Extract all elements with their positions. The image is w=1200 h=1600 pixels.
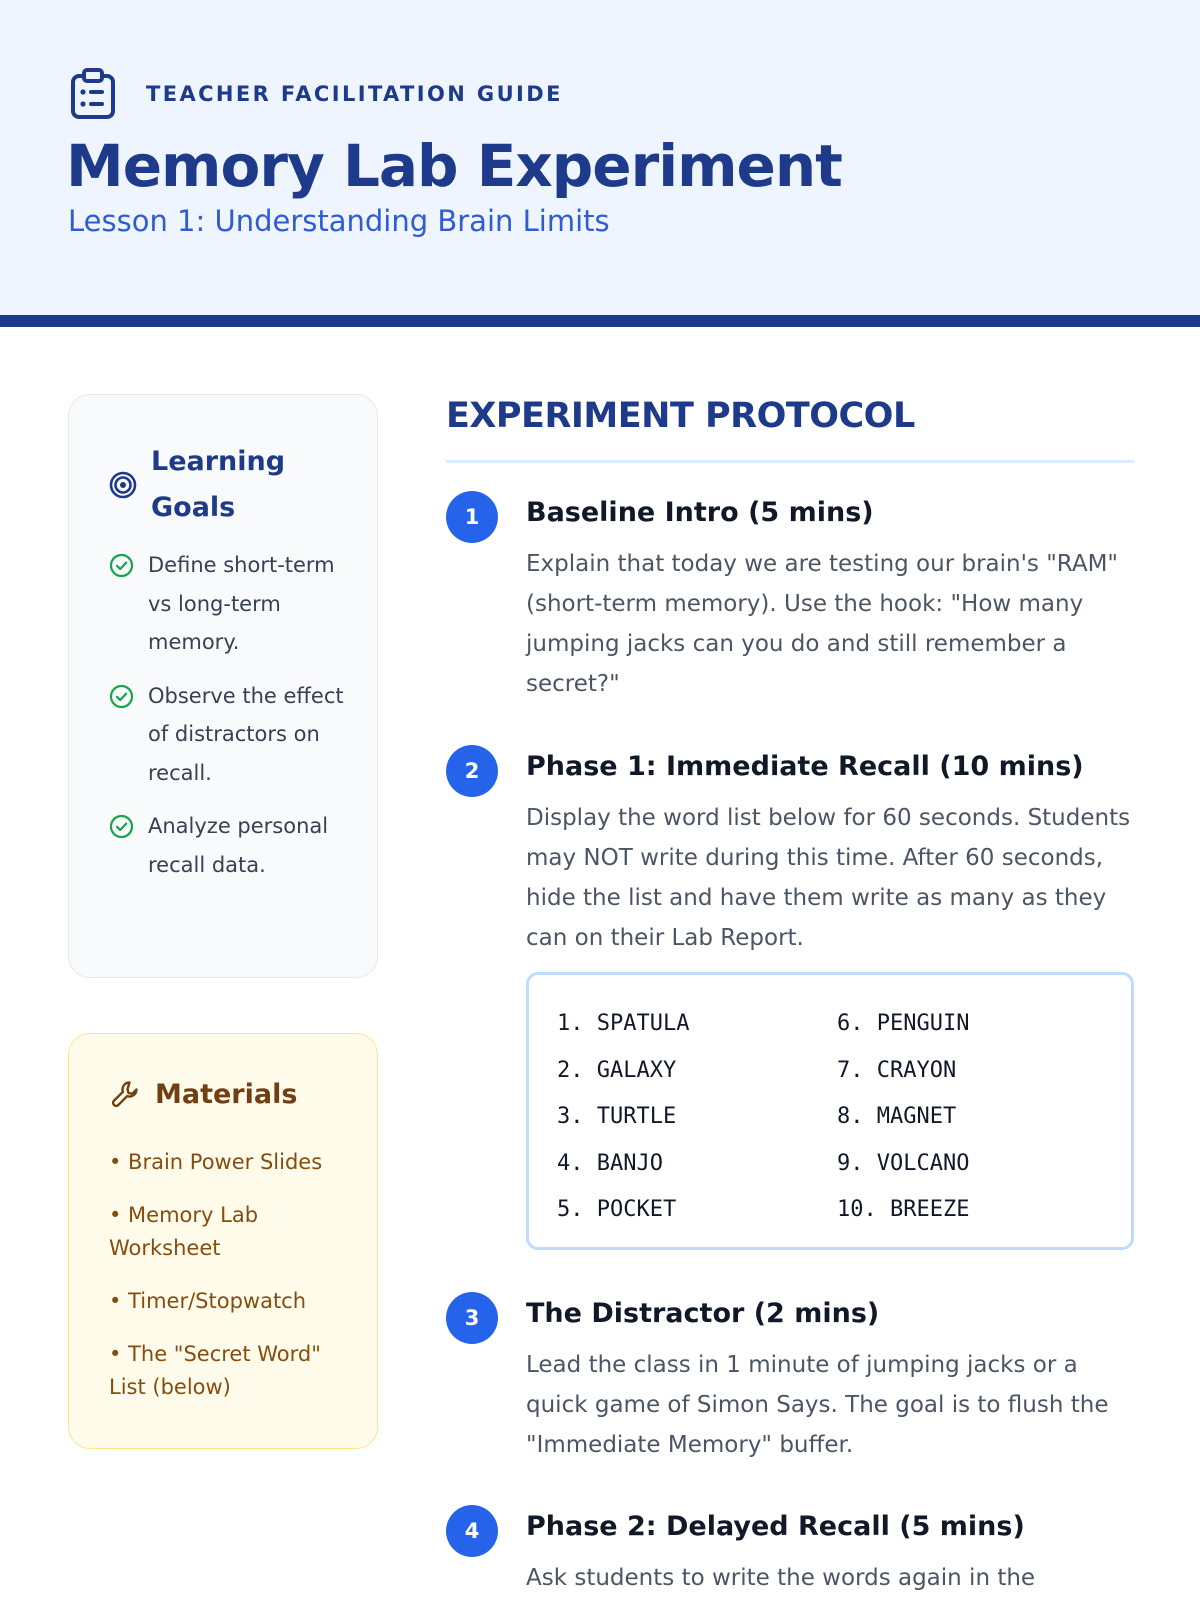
word-item: 1. SPATULA — [557, 1011, 690, 1036]
word-item: 10. BREEZE — [837, 1197, 970, 1222]
list-item: • The "Secret Word" List (below) — [109, 1342, 321, 1399]
learning-goals-header — [109, 439, 301, 531]
step-title: Phase 2: Delayed Recall (5 mins) — [526, 1511, 1025, 1542]
materials-title: Materials — [155, 1078, 298, 1110]
protocol-title: EXPERIMENT PROTOCOL — [446, 396, 915, 436]
check-circle-icon — [109, 814, 134, 839]
step-title: The Distractor (2 mins) — [526, 1298, 880, 1329]
step-title: Baseline Intro (5 mins) — [526, 497, 874, 528]
list-item — [109, 680, 359, 793]
step-title: Phase 1: Immediate Recall (10 mins) — [526, 751, 1084, 782]
learning-goals-title: Learning Goals — [151, 446, 286, 523]
list-item: • Brain Power Slides — [109, 1150, 323, 1174]
goal-text: Analyze personal recall data. — [148, 814, 329, 877]
step-number-badge: 4 — [446, 1505, 498, 1557]
word-column-right — [837, 1001, 969, 1234]
step-description: Lead the class in 1 minute of jumping jacks or a quick game of Simon Says. The goal is to flush the "Immediate Memory" buffer. — [526, 1352, 1109, 1458]
goal-text: Observe the effect of distractors on recall. — [148, 683, 344, 785]
step-description: Explain that today we are testing our brain's "RAM" (short-term memory). Use the hook: "How many jumping jacks can you do and still remember a secret?" — [526, 551, 1118, 697]
target-icon — [109, 471, 137, 499]
step-number-badge: 1 — [446, 491, 498, 543]
page-subtitle: Lesson 1: Understanding Brain Limits — [68, 204, 610, 238]
step-description: Display the word list below for 60 seconds. Students may NOT write during this time. After 60 seconds, hide the list and have them write as many as they can on their Lab Report. — [526, 805, 1131, 951]
word-item: 5. POCKET — [557, 1197, 677, 1222]
word-item: 6. PENGUIN — [837, 1011, 970, 1036]
materials-header — [109, 1078, 297, 1110]
word-item: 9. VOLCANO — [837, 1150, 970, 1176]
eyebrow — [70, 68, 563, 120]
list-item — [109, 549, 359, 662]
list-item: • Memory Lab Worksheet — [109, 1203, 259, 1260]
clipboard-icon — [70, 68, 116, 120]
page-title: Memory Lab Experiment — [66, 132, 842, 200]
page-header — [0, 0, 1200, 327]
materials-list — [109, 1146, 345, 1424]
word-item: 4. BANJO — [557, 1150, 663, 1176]
check-circle-icon — [109, 553, 134, 578]
wrench-icon — [109, 1078, 141, 1110]
list-item — [109, 810, 359, 884]
learning-goals-card — [68, 394, 378, 978]
step-number-badge: 2 — [446, 745, 498, 797]
divider — [446, 460, 1134, 463]
word-item: 8. MAGNET — [837, 1104, 957, 1129]
word-column-left — [557, 1001, 689, 1234]
list-item: • Timer/Stopwatch — [109, 1289, 307, 1313]
materials-card — [68, 1033, 378, 1449]
guide-label: TEACHER FACILITATION GUIDE — [146, 82, 563, 106]
step-number-badge: 3 — [446, 1292, 498, 1344]
word-item: 3. TURTLE — [557, 1104, 677, 1129]
word-item: 7. CRAYON — [837, 1057, 957, 1083]
goal-text: Define short-term vs long-term memory. — [148, 553, 335, 654]
check-circle-icon — [109, 684, 134, 709]
learning-goals-list — [109, 549, 359, 902]
secret-word-list — [526, 972, 1134, 1250]
word-item: 2. GALAXY — [557, 1057, 677, 1083]
step-description: Ask students to write the words again in the — [526, 1565, 1036, 1591]
